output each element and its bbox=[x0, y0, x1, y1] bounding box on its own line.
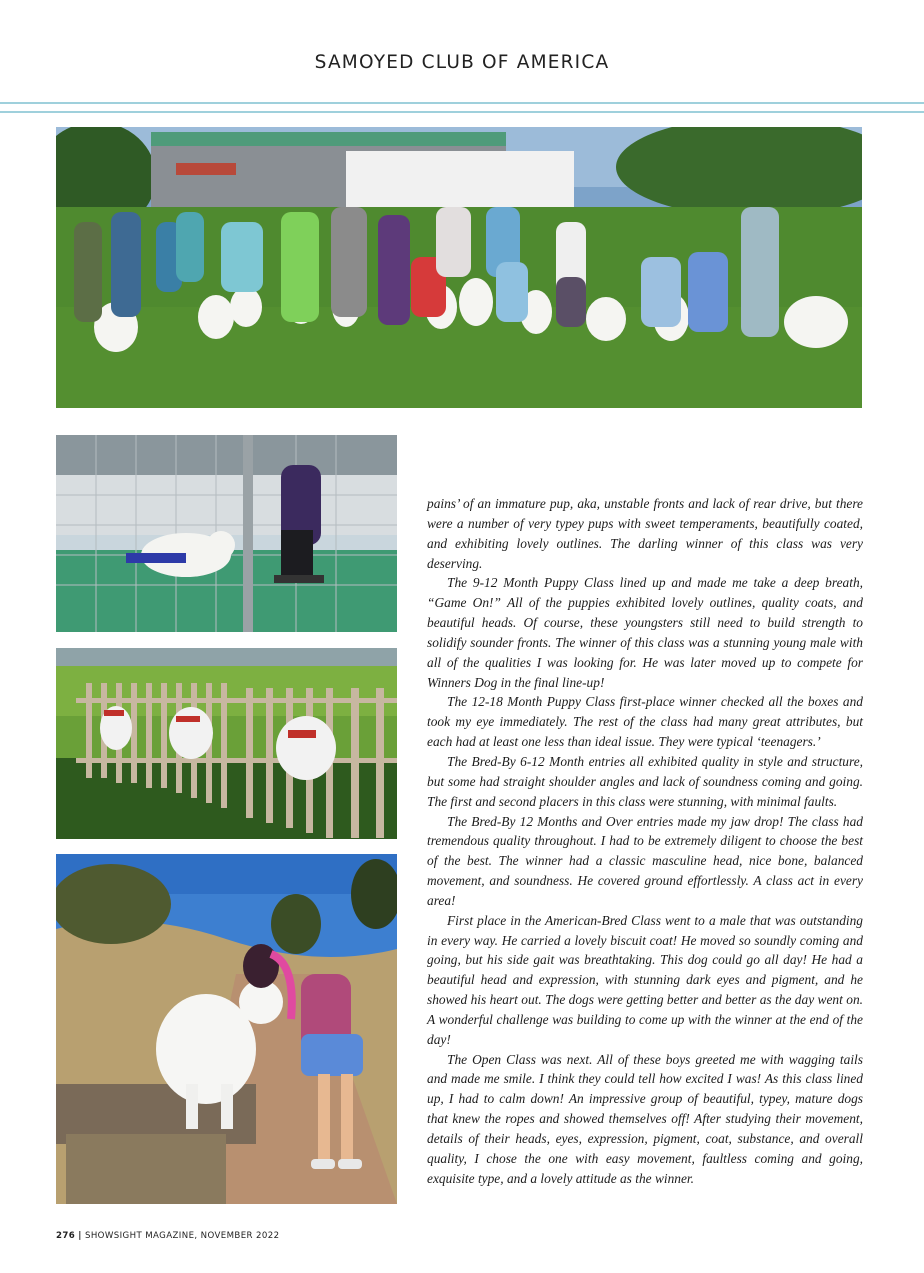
article-body bbox=[427, 494, 863, 1189]
group-photo-samoyed-club-icon bbox=[56, 127, 862, 408]
article-paragraph: The Bred-By 12 Months and Over entries made my jaw drop! The class had tremendous quality throughout. I had to be extremely diligent to choose the best of the best. The winner had a classic masculine head, nice bone, balanced movement, and soundness. He covered ground effortlessly. A class act in every area! bbox=[427, 813, 863, 908]
fence-photo bbox=[56, 648, 397, 839]
header-rule-bottom bbox=[0, 111, 924, 113]
footer-separator: | bbox=[78, 1231, 82, 1241]
article-paragraph: The 12-18 Month Puppy Class first-place winner checked all the boxes and took my eye immediately. The rest of the class had many great attributes, but each had at least one less than ideal issue. They were typical ‘teenagers.’ bbox=[427, 694, 863, 750]
article-paragraph: The Open Class was next. All of these boys greeted me with wagging tails and made me smile. I think they could tell how excited I was! As this class lined up, I had to calm down! An impressive group of beautiful, typey, mature dogs that knew the ropes and showed themselves off! After studying their movement, details of their heads, eyes, expression, pigment, coat, substance, and overall quality, I chose the one with easy movement, faultless coming and going, exquisite type, and a lovely attitude as the winner. bbox=[427, 1051, 863, 1186]
page-number: 276 bbox=[56, 1231, 76, 1241]
header-rule-top bbox=[0, 102, 924, 104]
show-ring-photo bbox=[56, 435, 397, 632]
article-paragraph: pains’ of an immature pup, aka, unstable fronts and lack of rear drive, but there were a number of very typey pups with sweet temperaments, beautifully coated, and exhibiting lovely outlines. The darling winner of this class was very deserving. bbox=[427, 496, 863, 571]
page-header-title: SAMOYED CLUB OF AMERICA bbox=[314, 52, 610, 73]
publication-name: SHOWSIGHT MAGAZINE, NOVEMBER 2022 bbox=[84, 1231, 280, 1241]
hike-photo bbox=[56, 854, 397, 1204]
article-paragraph: The 9-12 Month Puppy Class lined up and made me take a deep breath, “Game On!” All of the puppies exhibited lovely outlines, quality coats, and beautiful heads. Of course, these youngsters still need to build strength to solidify sounder fronts. The winner of this class was a stunning young male with all of the qualities I was looking for. He was later moved up to compete for Winners Dog in the final line-up! bbox=[427, 575, 863, 690]
fence-cutouts-photo-icon bbox=[56, 648, 397, 839]
group-photo bbox=[56, 127, 862, 408]
page-footer bbox=[56, 1231, 280, 1241]
hiker-with-samoyed-photo-icon bbox=[56, 854, 397, 1204]
show-ring-photo-icon bbox=[56, 435, 397, 632]
article-paragraph: First place in the American-Bred Class went to a male that was outstanding in every way. He carried a lovely biscuit coat! He moved so soundly coming and going, but his side gait was breathtaking. This dog could go all day! He had a beautiful head and expression, with stunning dark eyes and pigment, and he showed his heart out. The dogs were getting better and better as the day went on. A wonderful challenge was building to come up with the winner at the end of the day! bbox=[427, 912, 863, 1047]
article-paragraph: The Bred-By 6-12 Month entries all exhibited quality in style and structure, but some had straight shoulder angles and lack of soundness coming and going. The first and second placers in this class were stunning, with minimal faults. bbox=[427, 753, 863, 809]
